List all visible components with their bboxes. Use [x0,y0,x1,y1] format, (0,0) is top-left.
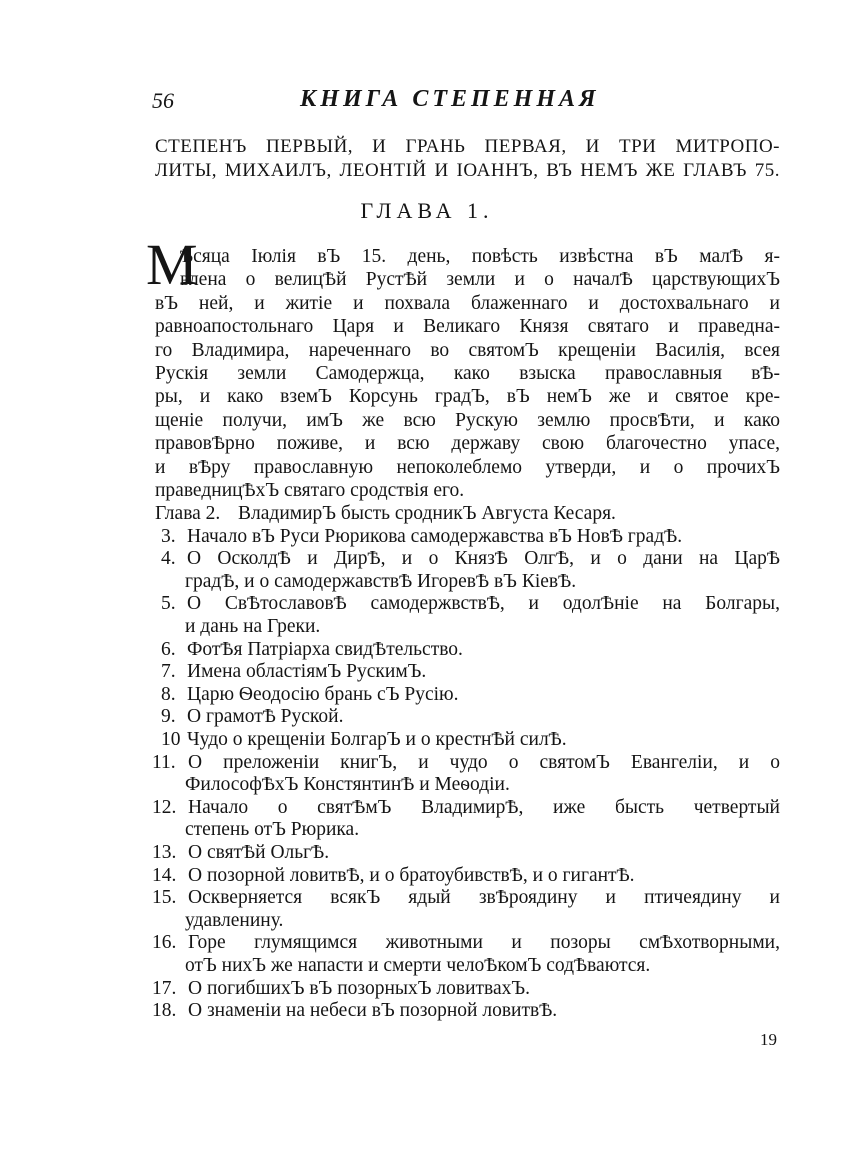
contents-item-number: 16. [152,932,177,954]
contents-item-text: О святѢй ОльгѢ. [188,842,330,863]
paragraph-line: равноапостольнаго Царя и Великаго Князя святаго и праведна- [155,316,780,338]
chapter-heading: ГЛАВА 1. [360,198,494,223]
contents-item-text: О СвѢтославовѢ самодержвствѢ, и одолѢніе на Болгары, [187,593,780,615]
contents-item-number: 12. [152,796,177,818]
subtitle-line: ЛИТЫ, МИХАИЛЪ, ЛЕОНТІЙ И ІОАННЪ, ВЪ НЕМЪ ЖЕ ГЛАВЪ 75. [155,160,780,181]
paragraph-line: правовѢрно поживе, и всю державу свою благочестно упасе, [155,433,780,455]
contents-item-text: ВладимирЪ бысть сродникЪ Августа Кесаря. [238,503,616,524]
contents-item-number: 15. [152,887,177,909]
contents-item-text: удавленину. [185,909,284,931]
contents-item-text: Горе глумящимся животными и позоры смѢхотворными, [188,932,780,954]
contents-item-text: градѢ, и о самодержавствѢ ИгоревѢ вЪ КіевѢ. [185,570,577,592]
contents-item-text: О преложеніи книгЪ, и чудо о святомЪ Евангеліи, и о [188,751,780,773]
paragraph-line: и вѢру православную непоколеблемо утверди, и о прочихЪ [155,456,780,478]
drop-cap: М [146,232,198,297]
paragraph-line: влена о велицѢй РустѢй земли и о началѢ царствующихЪ [180,269,780,291]
contents-item-number: 6. [161,638,176,660]
contents-item-text: О знаменіи на небеси вЪ позорной ловитвѢ. [188,1000,558,1022]
page-number: 56 [152,88,174,113]
running-title: КНИГА СТЕПЕННАЯ [300,86,600,112]
contents-item-text: отЪ нихЪ же напасти и смерти челоѢкомЪ содѢваются. [185,955,651,976]
contents-item-text: Начало о святѢмЪ ВладимирѢ, иже бысть четвертый [188,796,780,818]
contents-item-number: 17. [152,977,177,999]
contents-item-number: 7. [161,661,176,683]
contents-item-number: 8. [161,683,176,705]
contents-item-number: 14. [152,864,177,886]
paragraph-line: Ѣсяца Іюлія вЪ 15. день, повѣсть извѣстна вЪ малѢ я- [180,246,780,267]
subtitle-line: СТЕПЕНЪ ПЕРВЫЙ, И ГРАНЬ ПЕРВАЯ, И ТРИ МИТРОПО- [155,136,780,157]
contents-item-number: 4. [161,548,176,570]
paragraph-line: праведницѢхЪ святаго сродствія его. [155,480,465,501]
contents-item-number: Глава 2. [155,503,221,524]
contents-item-text: Имена областіямЪ РускимЪ. [187,661,427,683]
contents-item-text: Царю Ѳеодосію брань сЪ Русію. [187,683,459,705]
paragraph-line: щеніе получи, имЪ же всю Рускую землю просвѢти, и како [155,409,780,431]
contents-item-number: 18. [152,1000,177,1022]
contents-item-number: 5. [161,593,176,615]
contents-item-number: 11. [152,751,176,773]
contents-item-text: О погибшихЪ вЪ позорныхЪ ловитвахЪ. [188,977,531,999]
contents-item-number: 10 [161,729,181,750]
contents-item-text: ФилософѢхЪ КонстянтинѢ и Меѳодіи. [185,774,510,796]
contents-item-text: О ОсколдѢ и ДирѢ, и о КнязѢ ОлгѢ, и о дани на ЦарѢ [187,548,780,570]
contents-item-text: О позорной ловитвѢ, и о братоубивствѢ, и о гигантѢ. [188,864,635,886]
contents-item-text: ФотѢя Патріарха свидѢтельство. [187,638,463,660]
contents-item-number: 13. [152,842,177,863]
contents-item-text: Оскверняется всякЪ ядый звѢроядину и птичеядину и [188,887,780,909]
contents-item-text: и дань на Греки. [185,616,321,637]
contents-item-text: Начало вЪ Руси Рюрикова самодержавства вЪ НовѢ градѢ. [187,525,683,547]
contents-item-number: 3. [161,525,176,547]
paragraph-line: Рускія земли Самодержца, како взыска православныя вѢ- [155,363,780,384]
paragraph-line: го Владимира, нареченнаго во святомЪ крещеніи Василія, всея [155,339,780,361]
paragraph-line: вЪ ней, и житіе и похвала блаженнаго и достохвальнаго и [155,292,780,314]
signature-mark: 19 [760,1030,777,1049]
contents-item-text: Чудо о крещеніи БолгарЪ и о крестнѢй силѢ. [187,729,567,750]
contents-item-text: О грамотѢ Руской. [187,706,344,728]
paragraph-line: ры, и како вземЪ Корсунь градЪ, вЪ немЪ же и святое кре- [155,386,780,408]
contents-item-text: степень отЪ Рюрика. [185,819,360,841]
contents-item-number: 9. [161,706,176,728]
